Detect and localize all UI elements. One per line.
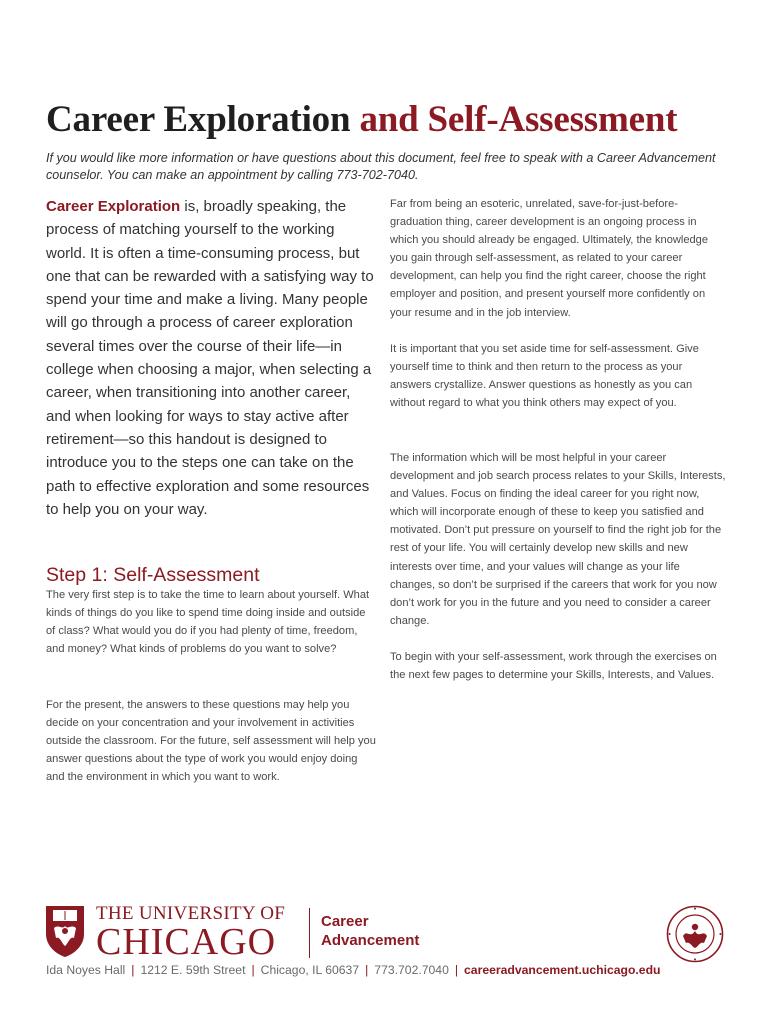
footer-separator: |: [131, 963, 135, 977]
step-1-paragraph-2: For the present, the answers to these questions may help you decide on your concentration and your involvement in activities outside the classroom. For the future, self assessment will help you answer questions about the type of work you would enjoy doing and the environment in which you want to work.: [46, 699, 376, 784]
step-1-paragraph-1: The very first step is to take the time to learn about yourself. What kinds of things do you like to spend time doing inside and outside of class? What would you do if you had plenty of time, freedom, and money? What kinds of problems do you want to solve?: [46, 589, 370, 656]
title-accent: and Self-Assessment: [359, 99, 678, 140]
department-line-2: Advancement: [321, 932, 420, 949]
department-line-1: Career: [321, 913, 369, 930]
lead-paragraph: [46, 195, 376, 521]
university-line: THE UNIVERSITY OF: [96, 903, 286, 924]
department-name: [321, 912, 419, 950]
university-logo: [44, 903, 304, 961]
step-1-heading: Step 1: Self-Assessment: [46, 564, 260, 586]
intro-note: If you would like more information or have questions about this document, feel free to speak with a Career Advancement counselor. You can make an appointment by calling 773-702-7040.: [46, 151, 716, 182]
lead-body: is, broadly speaking, the process of matching yourself to the working world. It is often a time-consuming process, but one that can be rewarded with a satisfying way to spend your time and make a living. Many people will go through a process of career exploration several times over the course of their life—in college when choosing a major, when selecting a career, when transitioning into another career, and when looking for ways to stay active after retirement—so this handout is designed to introduce you to the steps one can take on the path to effective exploration and some resources to help you on your way.: [46, 198, 374, 518]
footer-website-link[interactable]: careeradvancement.uchicago.edu: [464, 963, 661, 977]
career-advancement-seal-icon: [666, 905, 724, 963]
footer-street: 1212 E. 59th Street: [140, 963, 246, 977]
footer-address: Ida Noyes Hall: [46, 963, 126, 977]
footer-separator: |: [454, 963, 459, 977]
lead-term: Career Exploration: [46, 198, 181, 215]
page-title: [46, 98, 746, 142]
right-paragraph-3: The information which will be most helpful in your career development and job search process relates to your Skills, Interests, and Values. Focus on finding the ideal career for you right now, which will incorporate enough of these to keep you satisfied and motivated. Don’t put pressure on yourself to find the right job for the rest of your life. You will certainly develop new skills and new interests over time, and your values will change as your life changes, so don’t be surprised if the careers that work for you now don’t work for you in the future and you need to consider a career change.: [390, 452, 726, 627]
footer-separator: |: [365, 963, 369, 977]
footer-contact: [46, 962, 736, 978]
logo-divider: [309, 908, 310, 958]
right-paragraph-1: Far from being an esoteric, unrelated, save-for-just-before-graduation thing, career development is an ongoing process in which you should already be engaged. Ultimately, the knowledge you gain through self-assessment, as related to your career development, can help you find the right career, choose the right employer and position, and present yourself more confidently on your resume and in the job interview.: [390, 198, 709, 319]
right-paragraph-4: To begin with your self-assessment, work through the exercises on the next few pages to determine your Skills, Interests, and Values.: [390, 651, 717, 682]
university-shield-icon: [44, 904, 86, 958]
university-name: CHICAGO: [96, 921, 277, 963]
right-paragraph-2: It is important that you set aside time for self-assessment. Give yourself time to think and then return to the process as your answers crystallize. Answer questions as honestly as you can without regard to what you think others may expect of you.: [390, 343, 699, 410]
footer-separator: |: [251, 963, 255, 977]
footer-phone: 773.702.7040: [374, 963, 449, 977]
title-main: Career Exploration: [46, 99, 351, 140]
footer-city: Chicago, IL 60637: [260, 963, 360, 977]
